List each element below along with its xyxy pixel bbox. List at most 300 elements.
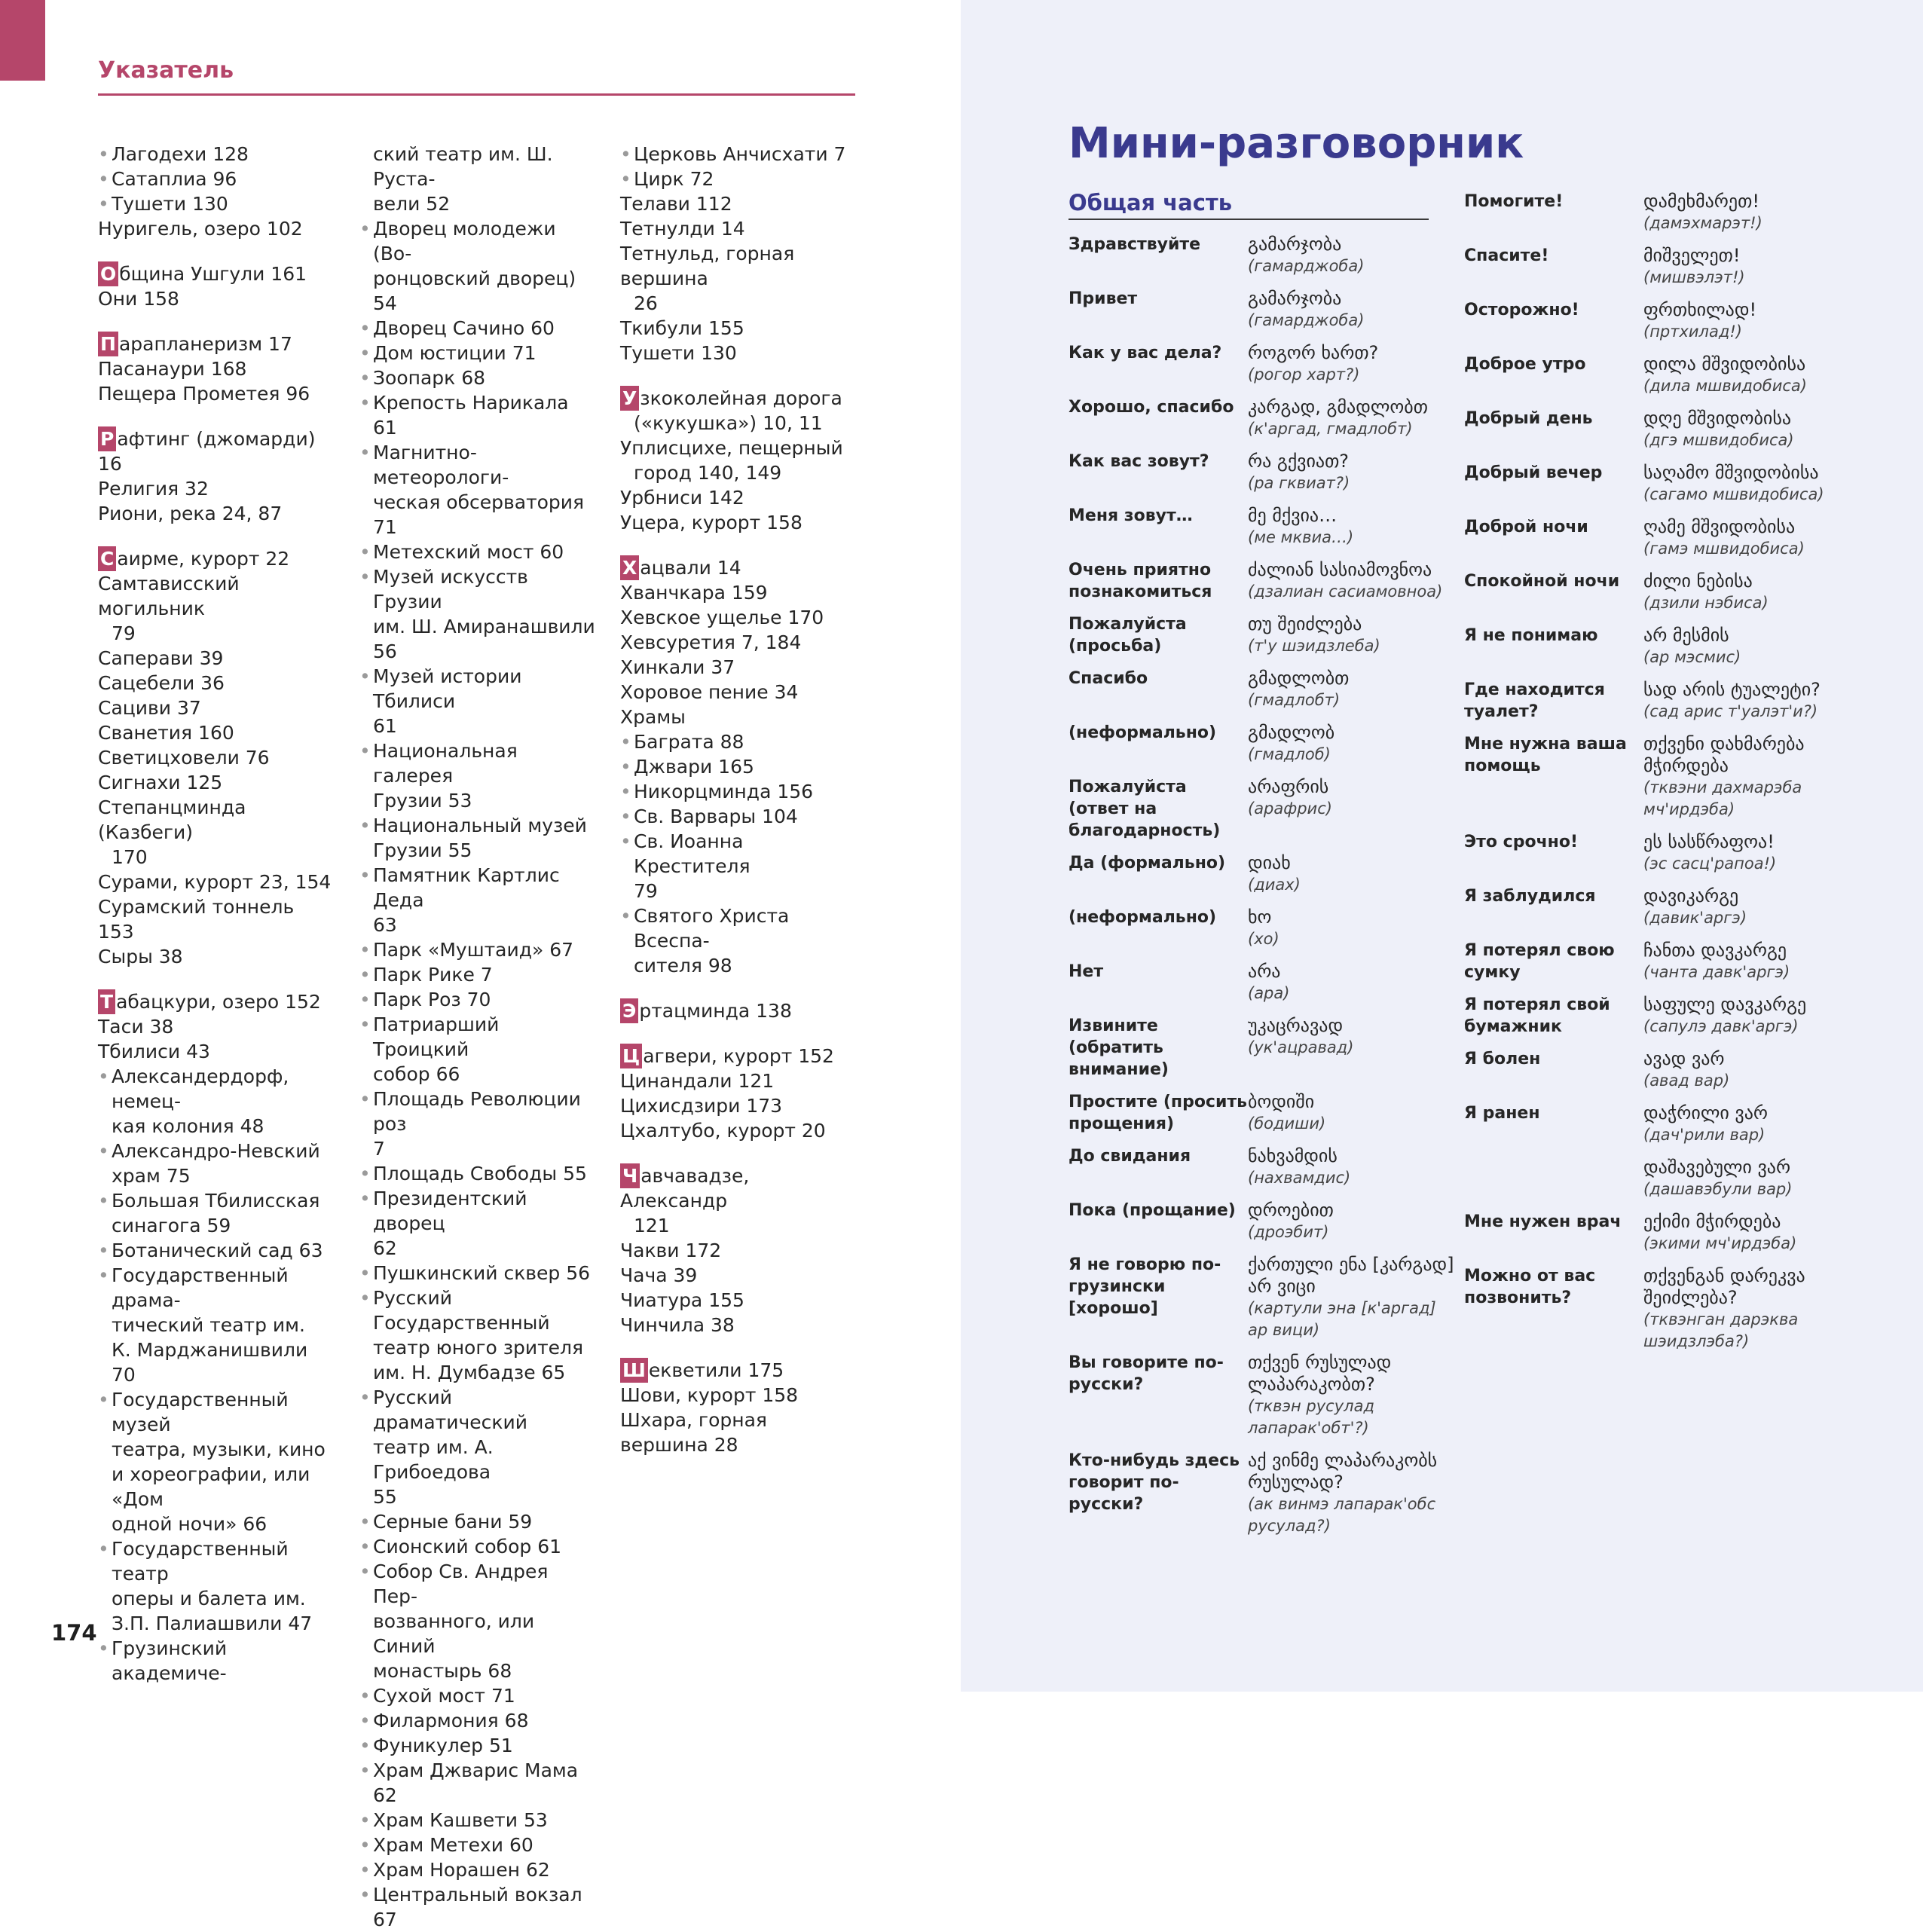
phrase-row — [1464, 462, 1856, 506]
index-entry: Хевское ущелье 170 — [620, 607, 824, 628]
index-subentry: • Дом юстиции 71 — [359, 341, 597, 365]
index-entry: Цинандали 121 — [620, 1070, 775, 1092]
index-initial-letter: Ц — [620, 1044, 642, 1068]
phrase-translation — [1643, 353, 1856, 397]
index-entry-continuation: оперы и балета им. — [112, 1588, 306, 1609]
phrase-russian: Осторожно! — [1464, 301, 1579, 319]
phrase-transcription: (диах) — [1248, 876, 1301, 894]
index-letter-entry — [98, 332, 335, 356]
index-letter-entry — [98, 546, 335, 571]
phrase-transcription: (ак винмэ лапарак'обс русулад?) — [1248, 1495, 1436, 1535]
phrase-russian: До свидания — [1069, 1147, 1191, 1166]
phrase-transcription: (мишвэлэт!) — [1643, 268, 1745, 286]
phrase-row — [1069, 1015, 1460, 1081]
index-entry-continuation: К. Марджанишвили 70 — [112, 1339, 308, 1386]
phrasebook-column-1 — [1069, 234, 1460, 1548]
index-entry-continuation: ронцовский дворец) 54 — [373, 267, 576, 314]
phrase-georgian: დილა მშვიდობისა — [1643, 353, 1806, 374]
phrase-georgian: დაჭრილი ვარ — [1643, 1102, 1769, 1123]
index-entry-continuation: им. Ш. Амиранашвили 56 — [373, 616, 595, 662]
phrase-russian: (неформально) — [1069, 723, 1217, 742]
phrase-georgian: თქვენ რუსულად ლაპარაკობთ? — [1248, 1352, 1392, 1395]
index-entry-continuation: и хореографии, или «Дом — [112, 1463, 310, 1510]
phrase-translation — [1248, 559, 1460, 603]
phrase-georgian: ხო — [1248, 906, 1272, 928]
phrase-transcription: (ара) — [1248, 984, 1290, 1002]
index-entry-text: бщина Ушгули 161 — [119, 263, 307, 285]
phrase-translation — [1248, 961, 1460, 1004]
phrase-row — [1464, 191, 1856, 234]
phrase-row — [1464, 516, 1856, 560]
index-entry: Религия 32 — [98, 478, 209, 500]
index-entry: Тушети 130 — [620, 342, 737, 364]
phrase-row — [1464, 1048, 1856, 1092]
index-subentry: • Собор Св. Андрея Пер- — [359, 1559, 597, 1609]
index-initial-letter: У — [620, 386, 639, 411]
phrase-translation — [1643, 462, 1856, 506]
index-subentry: • Памятник Картлис Деда — [359, 863, 597, 913]
index-subentry: • Ботанический сад 63 — [98, 1238, 335, 1263]
phrase-row — [1464, 245, 1856, 289]
index-subentry: • Сионский собор 61 — [359, 1534, 597, 1559]
index-entry: Нуригель, озеро 102 — [98, 218, 303, 240]
index-entry: Сурами, курорт 23, 154 — [98, 871, 332, 893]
index-subentry: • Президентский дворец — [359, 1186, 597, 1236]
phrase-row — [1069, 1091, 1460, 1135]
index-entry-continuation: Грузии 53 — [373, 790, 472, 812]
index-subentry: • Храм Кашвети 53 — [359, 1808, 597, 1833]
phrase-row — [1069, 1254, 1460, 1341]
index-subentry: • Крепость Нарикала 61 — [359, 390, 597, 440]
index-subentry: • Св. Варвары 104 — [620, 804, 858, 829]
index-subentry: • Тушети 130 — [98, 191, 335, 216]
phrase-georgian: არა — [1248, 961, 1281, 982]
index-subentry: • Парк Рике 7 — [359, 962, 597, 987]
phrase-georgian: ძალიან სასიამოვნოა — [1248, 559, 1432, 580]
index-letter-entry — [98, 989, 335, 1014]
phrase-georgian: გამარჯობა — [1248, 234, 1342, 255]
index-entry-text: агвери, курорт 152 — [643, 1045, 834, 1067]
phrase-russian: Я ранен — [1464, 1104, 1540, 1123]
phrase-translation — [1643, 408, 1856, 451]
phrase-row — [1069, 1200, 1460, 1243]
phrase-georgian: საღამო მშვიდობისა — [1643, 462, 1819, 483]
index-page — [0, 0, 961, 1930]
phrase-russian: Я потерял свой бумажник — [1464, 995, 1610, 1036]
index-subentry: • Баграта 88 — [620, 729, 858, 754]
phrase-russian: Спасибо — [1069, 669, 1148, 688]
phrase-translation — [1248, 722, 1460, 766]
phrase-russian: Нет — [1069, 962, 1104, 981]
phrase-transcription: (экими мч'ирдэба) — [1643, 1234, 1797, 1252]
index-entry-continuation: театр им. А. Грибоедова — [373, 1436, 494, 1483]
index-entry-continuation: возванного, или Синий — [373, 1610, 535, 1657]
index-entry: Сациви 37 — [98, 697, 201, 719]
corner-tab-decoration — [0, 0, 45, 81]
phrase-russian: Я болен — [1464, 1050, 1541, 1068]
phrase-georgian: გმადლობ — [1248, 722, 1335, 743]
phrase-transcription: (арафрис) — [1248, 799, 1332, 818]
phrase-russian: Добрый вечер — [1464, 463, 1603, 482]
index-subentry: • Парк «Муштаид» 67 — [359, 937, 597, 962]
index-initial-letter: П — [98, 332, 118, 356]
phrase-transcription: (чанта давк'аргэ) — [1643, 963, 1790, 981]
index-subentry: • Большая Тбилисская — [98, 1188, 335, 1213]
phrase-transcription: (т'у шэидзлеба) — [1248, 637, 1380, 655]
index-entry: Шхара, горная вершина 28 — [620, 1409, 767, 1456]
index-subentry: • Музей искусств Грузии — [359, 564, 597, 614]
phrase-transcription: (эс сасц'рапоа!) — [1643, 854, 1777, 873]
phrase-georgian: დღე მშვიდობისა — [1643, 408, 1792, 429]
phrase-russian: Как вас зовут? — [1069, 452, 1209, 471]
index-entry: Сыры 38 — [98, 946, 183, 968]
phrase-russian: Да (формально) — [1069, 854, 1226, 873]
phrase-georgian: დამეხმარეთ! — [1643, 191, 1759, 212]
phrase-russian: Здравствуйте — [1069, 235, 1201, 254]
index-entry-text: зкоколейная дорога — [640, 387, 842, 409]
phrase-georgian: დავიკარგე — [1643, 885, 1739, 906]
index-subentry: • Парк Роз 70 — [359, 987, 597, 1012]
index-subentry: • Дворец молодежи (Во- — [359, 216, 597, 266]
phrase-transcription: (гмадлоб) — [1248, 745, 1331, 763]
index-entry: Чиатура 155 — [620, 1289, 744, 1311]
index-subentry: • Лагодехи 128 — [98, 142, 335, 167]
index-entry-continuation: театра, музыки, кино — [112, 1438, 326, 1460]
phrase-row — [1069, 852, 1460, 896]
phrase-translation — [1248, 451, 1460, 494]
index-subentry: • Цирк 72 — [620, 167, 858, 191]
phrase-transcription: (гмадлобт) — [1248, 691, 1341, 709]
phrase-georgian: თუ შეიძლება — [1248, 613, 1362, 634]
phrase-transcription: (сагамо мшвидобиса) — [1643, 485, 1824, 503]
phrase-transcription: (нахвамдис) — [1248, 1169, 1351, 1187]
index-subentry: • Серные бани 59 — [359, 1509, 597, 1534]
phrase-georgian: ფრთხილად! — [1643, 299, 1757, 320]
phrase-russian: Где находится туалет? — [1464, 680, 1605, 721]
phrase-row — [1464, 1211, 1856, 1255]
index-entry-continuation: им. Н. Думбадзе 65 — [373, 1362, 566, 1383]
phrase-transcription: (пртхилад!) — [1643, 323, 1742, 341]
phrase-translation — [1248, 396, 1460, 440]
phrase-transcription: (давик'аргэ) — [1643, 909, 1747, 927]
index-entry: Чакви 172 — [620, 1240, 722, 1261]
phrase-russian: Очень приятно познакомиться — [1069, 561, 1212, 601]
index-subentry: • Дворец Сачино 60 — [359, 316, 597, 341]
index-entry-text: екветили 175 — [648, 1359, 784, 1381]
phrase-translation — [1248, 1450, 1460, 1537]
phrase-transcription: (дашавэбули вар) — [1643, 1180, 1793, 1198]
phrase-georgian: ქართული ენა [კარგად] არ ვიცი — [1248, 1254, 1454, 1297]
page-number: 174 — [51, 1620, 97, 1646]
phrase-russian: Меня зовут… — [1069, 506, 1193, 525]
index-initial-letter: Ш — [620, 1358, 648, 1383]
index-subentry: • Государственный музей — [98, 1387, 335, 1437]
phrase-row — [1069, 559, 1460, 603]
phrase-row — [1069, 451, 1460, 494]
index-subentry: • Государственный театр — [98, 1536, 335, 1586]
phrase-translation — [1643, 831, 1856, 875]
phrase-georgian: მიშველეთ! — [1643, 245, 1741, 266]
phrase-russian: Пока (прощание) — [1069, 1201, 1236, 1220]
phrase-translation — [1643, 516, 1856, 560]
phrase-translation — [1248, 1200, 1460, 1243]
index-entry-continuation: Грузии 55 — [373, 839, 472, 861]
phrase-russian: Мне нужна ваша помощь — [1464, 735, 1627, 775]
phrase-transcription: (тквэни дахмарэба мч'ирдэба) — [1643, 778, 1802, 818]
phrase-georgian: რა გქვიათ? — [1248, 451, 1350, 472]
index-subentry: • Площадь Свободы 55 — [359, 1161, 597, 1186]
index-subentry: • Храм Метехи 60 — [359, 1833, 597, 1857]
phrase-transcription: (ук'ацравад) — [1248, 1038, 1354, 1056]
phrase-row — [1464, 570, 1856, 614]
phrase-georgian: თქვენი დახმარება მჭირდება — [1643, 733, 1805, 776]
index-entry-continuation: 55 — [373, 1486, 397, 1508]
phrase-russian: Пожалуйста (ответ на благодарность) — [1069, 778, 1221, 840]
index-subentry: • Музей истории Тбилиси — [359, 664, 597, 714]
index-entry-text: афтинг (джомарди) 16 — [98, 428, 316, 475]
phrase-transcription: (тквэн русулад лапарак'обт'?) — [1248, 1397, 1374, 1437]
index-entry: Степанцминда (Казбеги) — [98, 796, 246, 843]
phrase-russian: Это срочно! — [1464, 833, 1579, 851]
phrase-georgian: არაფრის — [1248, 776, 1329, 797]
phrase-russian: Пожалуйста (просьба) — [1069, 615, 1187, 656]
phrase-russian: (неформально) — [1069, 908, 1217, 927]
phrase-translation — [1643, 1211, 1856, 1255]
index-entry: Телави 112 — [620, 193, 732, 215]
index-entry: Уплисцихе, пещерный — [620, 437, 843, 459]
phrase-translation — [1248, 234, 1460, 277]
phrasebook-column-2 — [1464, 191, 1856, 1363]
index-entry-text: ацвали 14 — [640, 557, 741, 579]
phrase-row — [1464, 831, 1856, 875]
phrase-translation — [1643, 885, 1856, 929]
phrase-georgian: კარგად, გმადლობთ — [1248, 396, 1428, 417]
phrase-russian: Добрый день — [1464, 409, 1593, 428]
index-entry: Чинчила 38 — [620, 1314, 735, 1336]
index-entry-continuation: 7 — [373, 1138, 385, 1160]
index-subentry: • Никорцминда 156 — [620, 779, 858, 804]
phrase-row — [1069, 1352, 1460, 1439]
phrase-translation — [1643, 679, 1856, 723]
phrase-row — [1069, 722, 1460, 766]
phrase-georgian: ღამე მშვიდობისა — [1643, 516, 1796, 537]
phrase-transcription: (дзили нэбиса) — [1643, 594, 1769, 612]
phrase-translation — [1643, 299, 1856, 343]
index-letter-entry — [620, 555, 858, 580]
phrase-row — [1069, 288, 1460, 332]
phrase-translation — [1248, 1254, 1460, 1341]
phrase-russian: Простите (просить прощения) — [1069, 1093, 1248, 1133]
index-letter-entry — [98, 261, 335, 286]
index-entry-continuation: 26 — [634, 292, 658, 314]
index-entry-continuation: 79 — [634, 880, 658, 902]
phrase-russian: Как у вас дела? — [1069, 344, 1222, 362]
index-subentry: • Площадь Революции роз — [359, 1087, 597, 1136]
phrase-georgian: როგორ ხართ? — [1248, 342, 1379, 363]
index-entry: Шови, курорт 158 — [620, 1384, 799, 1406]
phrase-russian: Можно от вас позвонить? — [1464, 1267, 1596, 1307]
index-subentry: • Пушкинский сквер 56 — [359, 1261, 597, 1285]
phrase-translation — [1248, 505, 1460, 549]
phrase-row — [1464, 885, 1856, 929]
index-entry-text: аирме, курорт 22 — [117, 548, 290, 570]
index-letter-entry — [620, 998, 858, 1023]
index-entry: Цхалтубо, курорт 20 — [620, 1120, 826, 1142]
phrase-georgian: არ მესმის — [1643, 625, 1729, 646]
phrase-transcription: (дроэбит) — [1248, 1223, 1329, 1241]
index-entry: Пещера Прометея 96 — [98, 383, 310, 405]
phrase-translation — [1643, 570, 1856, 614]
phrase-transcription: (дгэ мшвидобиса) — [1643, 431, 1794, 449]
index-subentry: • Джвари 165 — [620, 754, 858, 779]
index-entry-continuation: храм 75 — [112, 1165, 191, 1187]
phrase-row — [1069, 342, 1460, 386]
index-entry: Урбниси 142 — [620, 487, 744, 509]
phrase-georgian: დიახ — [1248, 852, 1291, 873]
phrase-georgian: ჩანთა დავკარგე — [1643, 940, 1787, 961]
index-subentry: • Национальная галерея — [359, 738, 597, 788]
index-entry: Саперави 39 — [98, 647, 224, 669]
index-entry: Риони, река 24, 87 — [98, 503, 283, 524]
phrase-row — [1069, 1145, 1460, 1189]
phrase-georgian: ეს სასწრაფოა! — [1643, 831, 1775, 852]
index-entry-continuation: 79 — [112, 622, 136, 644]
phrase-georgian: აქ ვინმე ლაპარაკობს რუსულად? — [1248, 1450, 1438, 1493]
phrase-translation — [1643, 1157, 1856, 1200]
phrase-russian: Кто-нибудь здесь говорит по-русски? — [1069, 1451, 1240, 1514]
phrase-transcription: (бодиши) — [1248, 1114, 1326, 1133]
phrase-translation — [1248, 776, 1460, 842]
phrase-georgian: ბოდიში — [1248, 1091, 1315, 1112]
index-entry: Хинкали 37 — [620, 656, 735, 678]
index-letter-entry — [620, 1358, 858, 1383]
phrase-georgian: დროებით — [1248, 1200, 1334, 1221]
index-subentry: • Сухой мост 71 — [359, 1683, 597, 1708]
index-initial-letter: С — [98, 546, 116, 571]
index-entry: Хванчкара 159 — [620, 582, 768, 604]
phrase-translation — [1643, 994, 1856, 1038]
phrase-georgian: ექიმი მჭირდება — [1643, 1211, 1781, 1232]
index-entry: Ткибули 155 — [620, 317, 744, 339]
index-entry-continuation: город 140, 149 — [634, 462, 782, 484]
index-letter-entry — [98, 426, 335, 476]
phrase-row — [1464, 625, 1856, 668]
phrase-georgian: უკაცრავად — [1248, 1015, 1344, 1036]
index-subentry: • Патриарший Троицкий — [359, 1012, 597, 1062]
index-subentry: • Русский Государственный — [359, 1285, 597, 1335]
phrase-translation — [1248, 906, 1460, 950]
phrase-georgian: ავად ვარ — [1643, 1048, 1725, 1069]
index-initial-letter: Ч — [620, 1163, 640, 1188]
index-entry: Уцера, курорт 158 — [620, 512, 803, 533]
index-initial-letter: Р — [98, 426, 116, 451]
phrase-translation — [1643, 1265, 1856, 1353]
index-subentry: • Церковь Анчисхати 7 — [620, 142, 858, 167]
phrase-translation — [1248, 668, 1460, 711]
phrase-georgian: მე მქვია… — [1248, 505, 1338, 526]
phrase-russian: Я заблудился — [1464, 887, 1596, 906]
index-entry: Светицховели 76 — [98, 747, 270, 769]
index-subentry: • Государственный драма- — [98, 1263, 335, 1313]
phrase-georgian: თქვენგან დარეკვა შეიძლება? — [1643, 1265, 1805, 1308]
phrase-russian: Спокойной ночи — [1464, 572, 1620, 591]
index-entry-text: абацкури, озеро 152 — [116, 991, 321, 1013]
phrase-georgian: გმადლობთ — [1248, 668, 1350, 689]
phrase-translation — [1643, 733, 1856, 821]
index-entry-continuation: театр юного зрителя — [373, 1337, 584, 1359]
index-column-2 — [359, 142, 597, 1932]
phrase-translation — [1643, 625, 1856, 668]
section-header — [1069, 187, 1429, 220]
phrase-georgian: ძილი ნებისა — [1643, 570, 1753, 592]
phrase-translation — [1248, 1015, 1460, 1081]
index-entry-continuation: кая колония 48 — [112, 1115, 264, 1137]
index-entry-text: арапланеризм 17 — [118, 333, 292, 355]
phrase-row — [1069, 505, 1460, 549]
index-entry: Тбилиси 43 — [98, 1041, 210, 1062]
index-subentry: • Святого Христа Всеспа- — [620, 903, 858, 953]
index-subentry: • Филармония 68 — [359, 1708, 597, 1733]
phrase-russian: Доброе утро — [1464, 355, 1586, 374]
index-entry-continuation: ческая обсерватория 71 — [373, 491, 585, 538]
phrase-row — [1069, 961, 1460, 1004]
phrase-transcription: (к'аргад, гмадлобт) — [1248, 420, 1413, 438]
section-title: Общая часть — [1069, 190, 1233, 216]
phrase-transcription: (авад вар) — [1643, 1071, 1730, 1090]
phrase-russian: Помогите! — [1464, 192, 1564, 211]
index-entry: Хевсуретия 7, 184 — [620, 631, 802, 653]
index-column-3 — [620, 142, 858, 1457]
phrase-row — [1464, 299, 1856, 343]
phrase-translation — [1248, 288, 1460, 332]
index-subentry: • Александро-Невский — [98, 1139, 335, 1163]
phrase-translation — [1643, 940, 1856, 983]
phrase-translation — [1643, 1102, 1856, 1146]
phrase-row — [1464, 1157, 1856, 1200]
index-letter-entry — [620, 386, 858, 411]
index-entry-continuation: З.П. Палиашвили 47 — [112, 1613, 313, 1634]
index-column-1 — [98, 142, 335, 1686]
phrase-transcription: (картули эна [к'аргад] ар вици) — [1248, 1299, 1436, 1339]
index-entry: Хоровое пение 34 — [620, 681, 799, 703]
phrase-georgian: ნახვამდის — [1248, 1145, 1338, 1166]
phrase-row — [1069, 776, 1460, 842]
phrase-row — [1069, 396, 1460, 440]
phrase-transcription: (рогор харт?) — [1248, 365, 1360, 384]
index-entry-text: ртацминда 138 — [639, 1000, 792, 1022]
index-entry: Цихисдзири 173 — [620, 1095, 783, 1117]
index-subentry: • Фуникулер 51 — [359, 1733, 597, 1758]
index-entry-continuation: 63 — [373, 914, 397, 936]
phrase-russian: Извините (обратить внимание) — [1069, 1016, 1169, 1079]
phrase-russian: Хорошо, спасибо — [1069, 398, 1234, 417]
phrase-russian: Я потерял свою сумку — [1464, 941, 1615, 982]
index-letter-entry — [620, 1163, 858, 1213]
phrase-translation — [1248, 1091, 1460, 1135]
index-entry: Тетнулди 14 — [620, 218, 745, 240]
phrase-transcription: (хо) — [1248, 930, 1279, 948]
index-subentry: • Сатаплиа 96 — [98, 167, 335, 191]
index-entry: Пасанаури 168 — [98, 358, 247, 380]
index-entry-continuation: собор 66 — [373, 1063, 460, 1085]
phrase-row — [1069, 1450, 1460, 1537]
index-entry-continuation: синагога 59 — [112, 1215, 231, 1237]
phrase-row — [1464, 1102, 1856, 1146]
phrase-russian: Спасите! — [1464, 246, 1549, 265]
phrase-translation — [1643, 1048, 1856, 1092]
phrase-transcription: (гамарджоба) — [1248, 257, 1365, 275]
phrase-translation — [1643, 191, 1856, 234]
